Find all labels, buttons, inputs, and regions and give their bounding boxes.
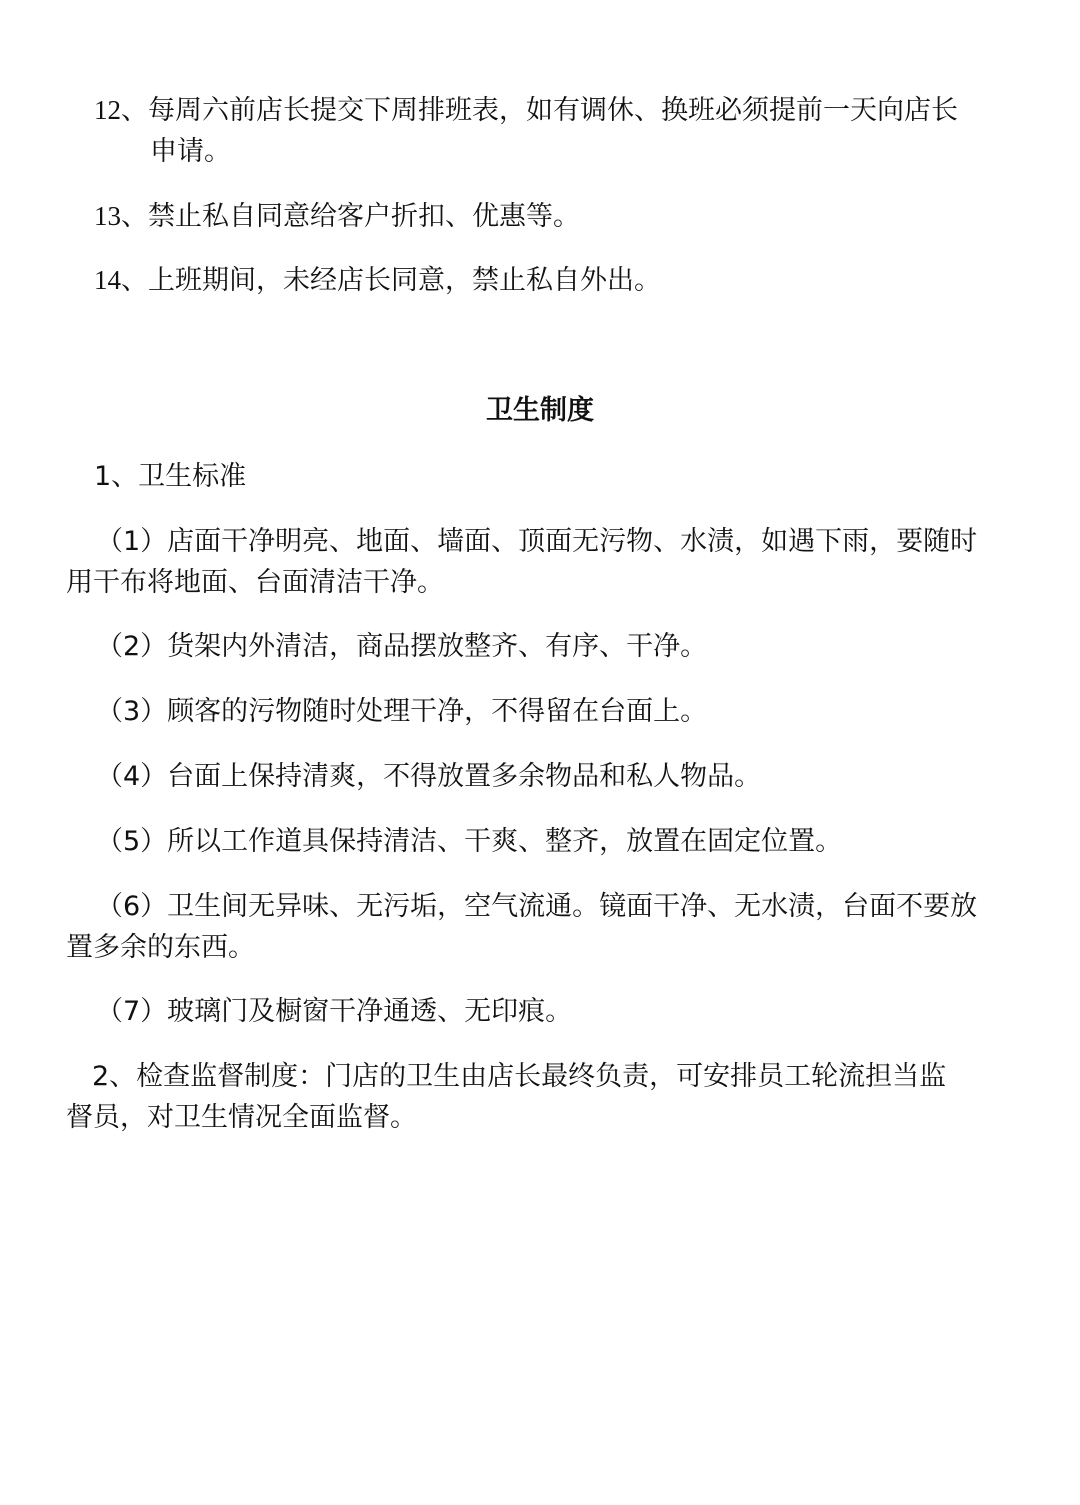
supervision-paragraph <box>66 1056 946 1138</box>
supervision-line-2: 督员，对卫生情况全面监督。 <box>66 1102 417 1133</box>
hygiene-item-1-line-1: （1）店面干净明亮、地面、墙面、顶面无污物、水渍，如遇下雨，要随时 <box>96 526 978 557</box>
hygiene-item-1 <box>66 521 977 603</box>
hygiene-item-4: （4）台面上保持清爽，不得放置多余物品和私人物品。 <box>96 761 762 792</box>
hygiene-item-5: （5）所以工作道具保持清洁、干爽、整齐，放置在固定位置。 <box>96 826 843 857</box>
hygiene-item-6-line-1: （6）卫生间无异味、无污垢，空气流通。镜面干净、无水渍，台面不要放 <box>96 891 978 922</box>
rule-13-text: 、禁止私自同意给客户折扣、优惠等。 <box>121 201 580 232</box>
rule-13-number: 13 <box>94 201 121 231</box>
hygiene-item-3: （3）顾客的污物随时处理干净，不得留在台面上。 <box>96 696 708 727</box>
hygiene-item-6 <box>66 886 977 968</box>
hygiene-item-1-line-2: 用干布将地面、台面清洁干净。 <box>66 567 444 598</box>
rule-14-text: 、上班期间，未经店长同意，禁止私自外出。 <box>121 265 661 296</box>
rule-item-14 <box>94 260 661 301</box>
rule-12-number: 12 <box>94 95 121 125</box>
hygiene-item-7: （7）玻璃门及橱窗干净通透、无印痕。 <box>96 996 573 1027</box>
hygiene-item-2: （2）货架内外清洁，商品摆放整齐、有序、干净。 <box>96 631 708 662</box>
rule-12-text: 、每周六前店长提交下周排班表，如有调休、换班必须提前一天向店长 <box>121 95 958 126</box>
rule-12-line-1 <box>94 90 958 131</box>
hygiene-item-6-line-2: 置多余的东西。 <box>66 932 255 963</box>
supervision-line-1: 2、检查监督制度：门店的卫生由店长最终负责，可安排员工轮流担当监 <box>92 1061 947 1092</box>
standard-heading: 1、卫生标准 <box>94 461 247 492</box>
rule-item-13 <box>94 196 580 237</box>
rule-12-line-2: 申请。 <box>150 136 231 167</box>
section-title: 卫生制度 <box>486 395 594 426</box>
rule-item-12 <box>94 90 958 172</box>
rule-14-number: 14 <box>94 265 121 295</box>
